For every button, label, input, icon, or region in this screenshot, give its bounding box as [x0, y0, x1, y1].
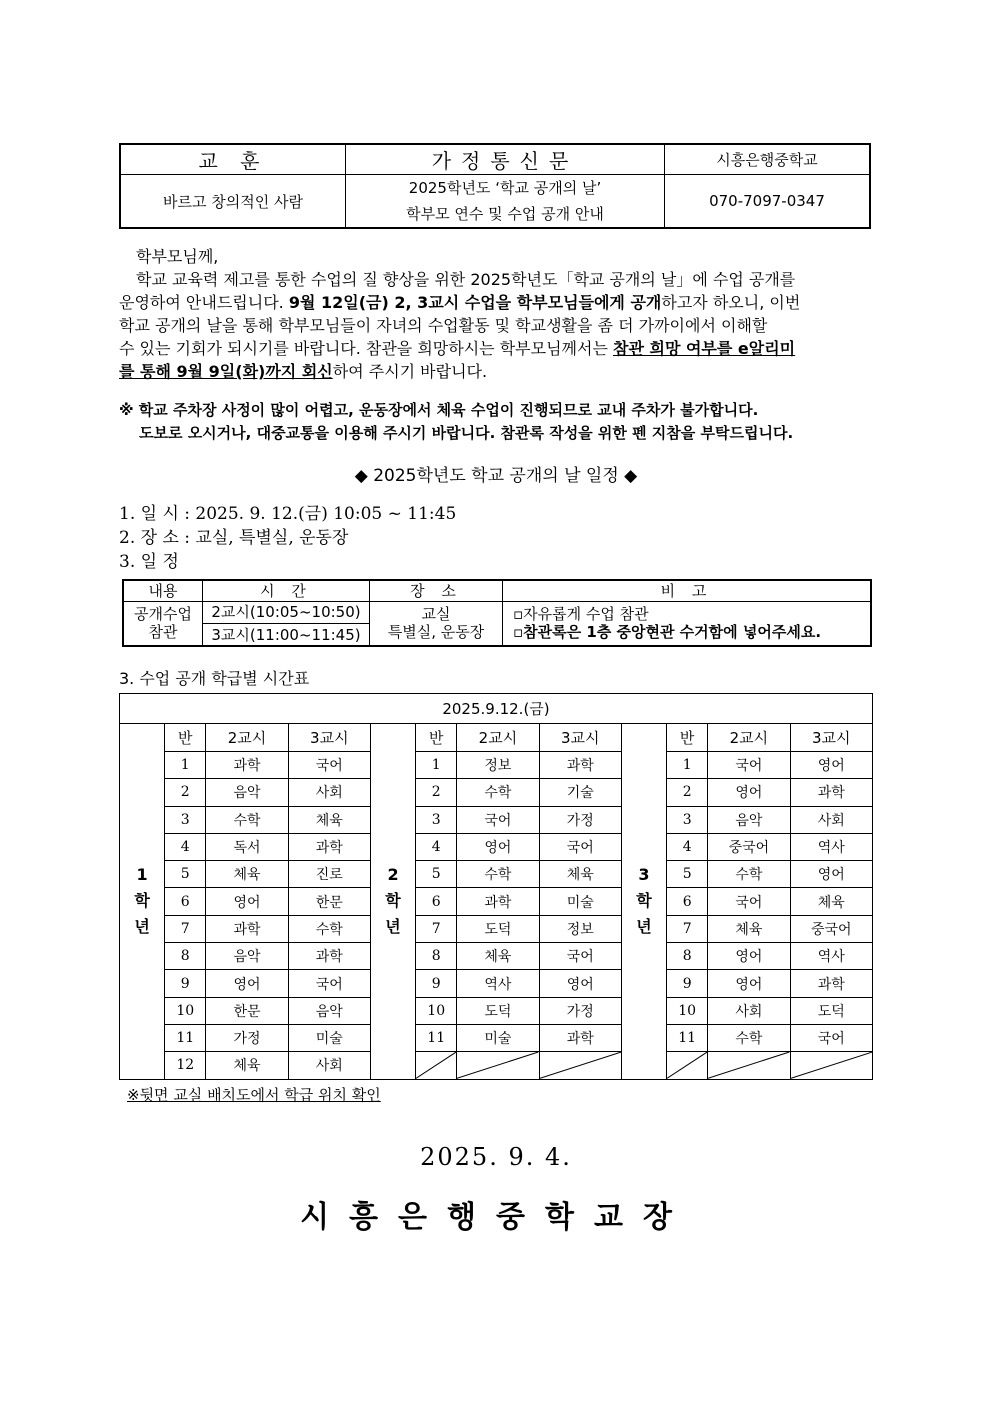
period3-subject: 역사 [790, 943, 872, 970]
period2-subject: 과학 [206, 915, 288, 942]
period3-subject: 미술 [539, 888, 621, 915]
period2-subject: 영어 [206, 970, 288, 997]
diagonal-stroke [791, 1052, 872, 1078]
period3-subject: 과학 [288, 833, 370, 860]
period3-subject: 체육 [539, 861, 621, 888]
period2-subject: 역사 [457, 970, 539, 997]
empty-cell [708, 1052, 790, 1079]
period2-subject: 국어 [708, 752, 790, 779]
class-number: 1 [667, 752, 708, 779]
diagonal-line [791, 1052, 872, 1078]
period2-subject: 체육 [457, 943, 539, 970]
period2-subject: 수학 [457, 861, 539, 888]
period3-subject: 기술 [539, 779, 621, 806]
period3-subject: 과학 [790, 779, 872, 806]
period3-subject: 국어 [539, 943, 621, 970]
col-header-period3: 3교시 [539, 724, 621, 752]
grade-label-2 [370, 724, 415, 1080]
period3-subject: 과학 [288, 943, 370, 970]
period3-subject: 가정 [539, 997, 621, 1024]
class-number: 5 [416, 861, 457, 888]
class-number: 10 [667, 997, 708, 1024]
paragraph-line-5: 를 통해 9월 9일(화)까지 회신하여 주시기 바랍니다. [119, 362, 488, 381]
class-number: 7 [165, 915, 206, 942]
period2-subject: 음악 [708, 806, 790, 833]
class-number: 4 [416, 833, 457, 860]
period2-subject: 영어 [206, 888, 288, 915]
period2-subject: 체육 [206, 1052, 288, 1079]
grade-label-3 [621, 724, 666, 1080]
class-number: 2 [667, 779, 708, 806]
class-number: 4 [667, 833, 708, 860]
table-row [120, 779, 873, 806]
class-number: 3 [165, 806, 206, 833]
period2-subject: 국어 [457, 806, 539, 833]
period3-subject: 국어 [539, 833, 621, 860]
period3-subject: 과학 [539, 752, 621, 779]
table-row [120, 806, 873, 833]
period2-subject: 수학 [206, 806, 288, 833]
period2-subject: 음악 [206, 779, 288, 806]
grade-label-char: 학 [636, 891, 652, 911]
period3-subject: 한문 [288, 888, 370, 915]
schedule-table [122, 579, 872, 647]
class-number: 7 [416, 915, 457, 942]
period3-subject: 체육 [790, 888, 872, 915]
class-number: 3 [667, 806, 708, 833]
schedule-header-content: 내용 [123, 580, 203, 601]
greeting: 학부모님께, [136, 247, 219, 266]
period3-subject: 사회 [790, 806, 872, 833]
schedule-heading: ◆ 2025학년도 학교 공개의 날 일정 ◆ [354, 466, 638, 486]
period2-subject: 영어 [708, 943, 790, 970]
period2-subject: 도덕 [457, 997, 539, 1024]
period3-subject: 역사 [790, 833, 872, 860]
col-header-period2: 2교시 [708, 724, 790, 752]
table-row [120, 970, 873, 997]
class-number: 12 [165, 1052, 206, 1079]
period3-subject: 국어 [288, 970, 370, 997]
reply-deadline: 를 통해 9월 9일(화)까지 회신 [119, 362, 333, 381]
class-number: 2 [416, 779, 457, 806]
class-number: 9 [165, 970, 206, 997]
period3-subject: 수학 [288, 915, 370, 942]
principal-signature: 시흥은행중학교장 [300, 1200, 692, 1235]
table-row [120, 915, 873, 942]
period3-subject: 과학 [790, 970, 872, 997]
schedule-plan-label: 3. 일 정 [119, 552, 179, 572]
period2-subject: 정보 [457, 752, 539, 779]
schedule-place-cell: 교실 특별실, 운동장 [370, 601, 503, 646]
timetable-heading: 3. 수업 공개 학급별 시간표 [119, 669, 310, 688]
class-number: 11 [667, 1024, 708, 1051]
period3-subject: 영어 [790, 861, 872, 888]
grade-label-char: 3 [638, 865, 650, 885]
period3-subject: 사회 [288, 779, 370, 806]
timetable-date: 2025.9.12.(금) [120, 694, 873, 724]
class-number: 9 [416, 970, 457, 997]
schedule-date: 1. 일 시 : 2025. 9. 12.(금) 10:05 ~ 11:45 [119, 504, 457, 524]
period2-subject: 영어 [708, 779, 790, 806]
period2-subject: 도덕 [457, 915, 539, 942]
document-title: 가정통신문 [346, 144, 665, 175]
paragraph-line-3: 학교 공개의 날을 통해 학부모님들이 자녀의 수업활동 및 학교생활을 좀 더 가까이에서 이해할 [119, 316, 768, 335]
diagonal-stroke [540, 1052, 621, 1078]
grade-label-char: 년 [134, 917, 150, 937]
grade-label-char: 2 [387, 865, 399, 885]
class-number: 11 [416, 1024, 457, 1051]
issue-date: 2025. 9. 4. [420, 1143, 572, 1171]
col-header-ban: 반 [416, 724, 457, 752]
col-header-ban: 반 [667, 724, 708, 752]
period3-subject: 체육 [288, 806, 370, 833]
period2-subject: 가정 [206, 1024, 288, 1051]
period2-subject: 중국어 [708, 833, 790, 860]
class-number: 10 [416, 997, 457, 1024]
period3-subject: 도덕 [790, 997, 872, 1024]
subject-cell [346, 175, 665, 229]
class-number: 4 [165, 833, 206, 860]
col-header-period2: 2교시 [206, 724, 288, 752]
period2-subject: 과학 [206, 752, 288, 779]
class-number: 6 [165, 888, 206, 915]
school-motto: 바르고 창의적인 사람 [120, 175, 346, 229]
class-number: 5 [165, 861, 206, 888]
table-row [120, 752, 873, 779]
empty-cell [416, 1052, 457, 1079]
class-number: 8 [416, 943, 457, 970]
diagonal-line [667, 1052, 707, 1078]
class-number: 9 [667, 970, 708, 997]
grade-label-char: 년 [636, 917, 652, 937]
diagonal-stroke [416, 1052, 456, 1078]
diagonal-line [708, 1052, 789, 1078]
class-number: 2 [165, 779, 206, 806]
period2-subject: 과학 [457, 888, 539, 915]
table-row [120, 833, 873, 860]
subject-line-1: 2025학년도 ‘학교 공개의 날’ [408, 179, 602, 197]
col-header-period3: 3교시 [790, 724, 872, 752]
class-number: 1 [165, 752, 206, 779]
period2-subject: 수학 [457, 779, 539, 806]
col-header-ban: 반 [165, 724, 206, 752]
table-row [120, 943, 873, 970]
notice-line-1: ※ 학교 주차장 사정이 많이 어렵고, 운동장에서 체육 수업이 진행되므로 교내 주차가 불가합니다. [119, 401, 759, 419]
class-number: 10 [165, 997, 206, 1024]
schedule-header-place: 장 소 [370, 580, 503, 601]
class-number: 3 [416, 806, 457, 833]
empty-cell [790, 1052, 872, 1079]
empty-cell [667, 1052, 708, 1079]
paragraph-line-4: 수 있는 기회가 되시기를 바랍니다. 참관을 희망하시는 학부모님께서는 참관 희망 여부를 e알리미 [119, 339, 796, 358]
table-row [120, 888, 873, 915]
schedule-time-period3: 3교시(11:00~11:45) [203, 624, 370, 646]
table-row [120, 861, 873, 888]
grade-label-char: 학 [385, 891, 401, 911]
paragraph-line-2: 운영하여 안내드립니다. 9월 12일(금) 2, 3교시 수업을 학부모님들에게 공개하고자 하오니, 이번 [119, 293, 801, 312]
diagonal-line [416, 1052, 456, 1078]
school-phone: 070-7097-0347 [665, 175, 871, 229]
class-number: 8 [165, 943, 206, 970]
subject-line-2: 학부모 연수 및 수업 공개 안내 [406, 205, 604, 223]
period2-subject: 독서 [206, 833, 288, 860]
period2-subject: 수학 [708, 861, 790, 888]
timetable-body [120, 694, 873, 1080]
period2-subject: 체육 [206, 861, 288, 888]
col-header-period3: 3교시 [288, 724, 370, 752]
class-number: 8 [667, 943, 708, 970]
paragraph-line-1: 학교 교육력 제고를 통한 수업의 질 향상을 위한 2025학년도「학교 공개의 날」에 수업 공개를 [136, 270, 796, 289]
highlight-date: 9월 12일(금) 2, 3교시 수업을 학부모님들에게 공개 [288, 293, 662, 312]
col-header-period2: 2교시 [457, 724, 539, 752]
school-name: 시흥은행중학교 [665, 144, 871, 175]
empty-cell [457, 1052, 539, 1079]
schedule-content: 공개수업 참관 [123, 601, 203, 646]
diagonal-line [540, 1052, 621, 1078]
period2-subject: 사회 [708, 997, 790, 1024]
period3-subject: 음악 [288, 997, 370, 1024]
timetable-footnote: ※뒷면 교실 배치도에서 학급 위치 확인 [127, 1086, 381, 1104]
class-number: 7 [667, 915, 708, 942]
grade-label-char: 년 [385, 917, 401, 937]
grade-label-char: 1 [136, 865, 148, 885]
period2-subject: 미술 [457, 1024, 539, 1051]
period3-subject: 국어 [790, 1024, 872, 1051]
period2-subject: 음악 [206, 943, 288, 970]
timetable [119, 693, 873, 1080]
diagonal-stroke [457, 1052, 538, 1078]
schedule-header-note: 비 고 [503, 580, 872, 601]
period3-subject: 미술 [288, 1024, 370, 1051]
schedule-header-time: 시 간 [203, 580, 370, 601]
class-number: 1 [416, 752, 457, 779]
table-row [120, 1024, 873, 1051]
grade-label-char: 학 [134, 891, 150, 911]
period3-subject: 사회 [288, 1052, 370, 1079]
period2-subject: 체육 [708, 915, 790, 942]
diagonal-stroke [708, 1052, 789, 1078]
schedule-time-period2: 2교시(10:05~10:50) [203, 601, 370, 623]
notice-line-2: 도보로 오시거나, 대중교통을 이용해 주시기 바랍니다. 참관록 작성을 위한 펜 지참을 부탁드립니다. [139, 424, 794, 442]
motto-label: 교 훈 [120, 144, 346, 175]
class-number: 6 [667, 888, 708, 915]
period2-subject: 국어 [708, 888, 790, 915]
period3-subject: 진로 [288, 861, 370, 888]
period3-subject: 과학 [539, 1024, 621, 1051]
period2-subject: 한문 [206, 997, 288, 1024]
period2-subject: 수학 [708, 1024, 790, 1051]
table-row [120, 1052, 873, 1079]
diagonal-stroke [667, 1052, 707, 1078]
reply-instruction: 참관 희망 여부를 e알리미 [613, 339, 796, 358]
period3-subject: 가정 [539, 806, 621, 833]
period3-subject: 중국어 [790, 915, 872, 942]
class-number: 5 [667, 861, 708, 888]
schedule-place: 2. 장 소 : 교실, 특별실, 운동장 [119, 528, 349, 548]
period2-subject: 영어 [457, 833, 539, 860]
class-number: 6 [416, 888, 457, 915]
period3-subject: 영어 [539, 970, 621, 997]
table-row [120, 997, 873, 1024]
header-table [119, 143, 871, 229]
class-number: 11 [165, 1024, 206, 1051]
period2-subject: 영어 [708, 970, 790, 997]
period3-subject: 국어 [288, 752, 370, 779]
schedule-note-cell: ▫자유롭게 수업 참관 ▫참관록은 1층 중앙현관 수거함에 넣어주세요. [503, 601, 872, 646]
period3-subject: 정보 [539, 915, 621, 942]
diagonal-line [457, 1052, 538, 1078]
empty-cell [539, 1052, 621, 1079]
period3-subject: 영어 [790, 752, 872, 779]
grade-label-1 [120, 724, 165, 1080]
